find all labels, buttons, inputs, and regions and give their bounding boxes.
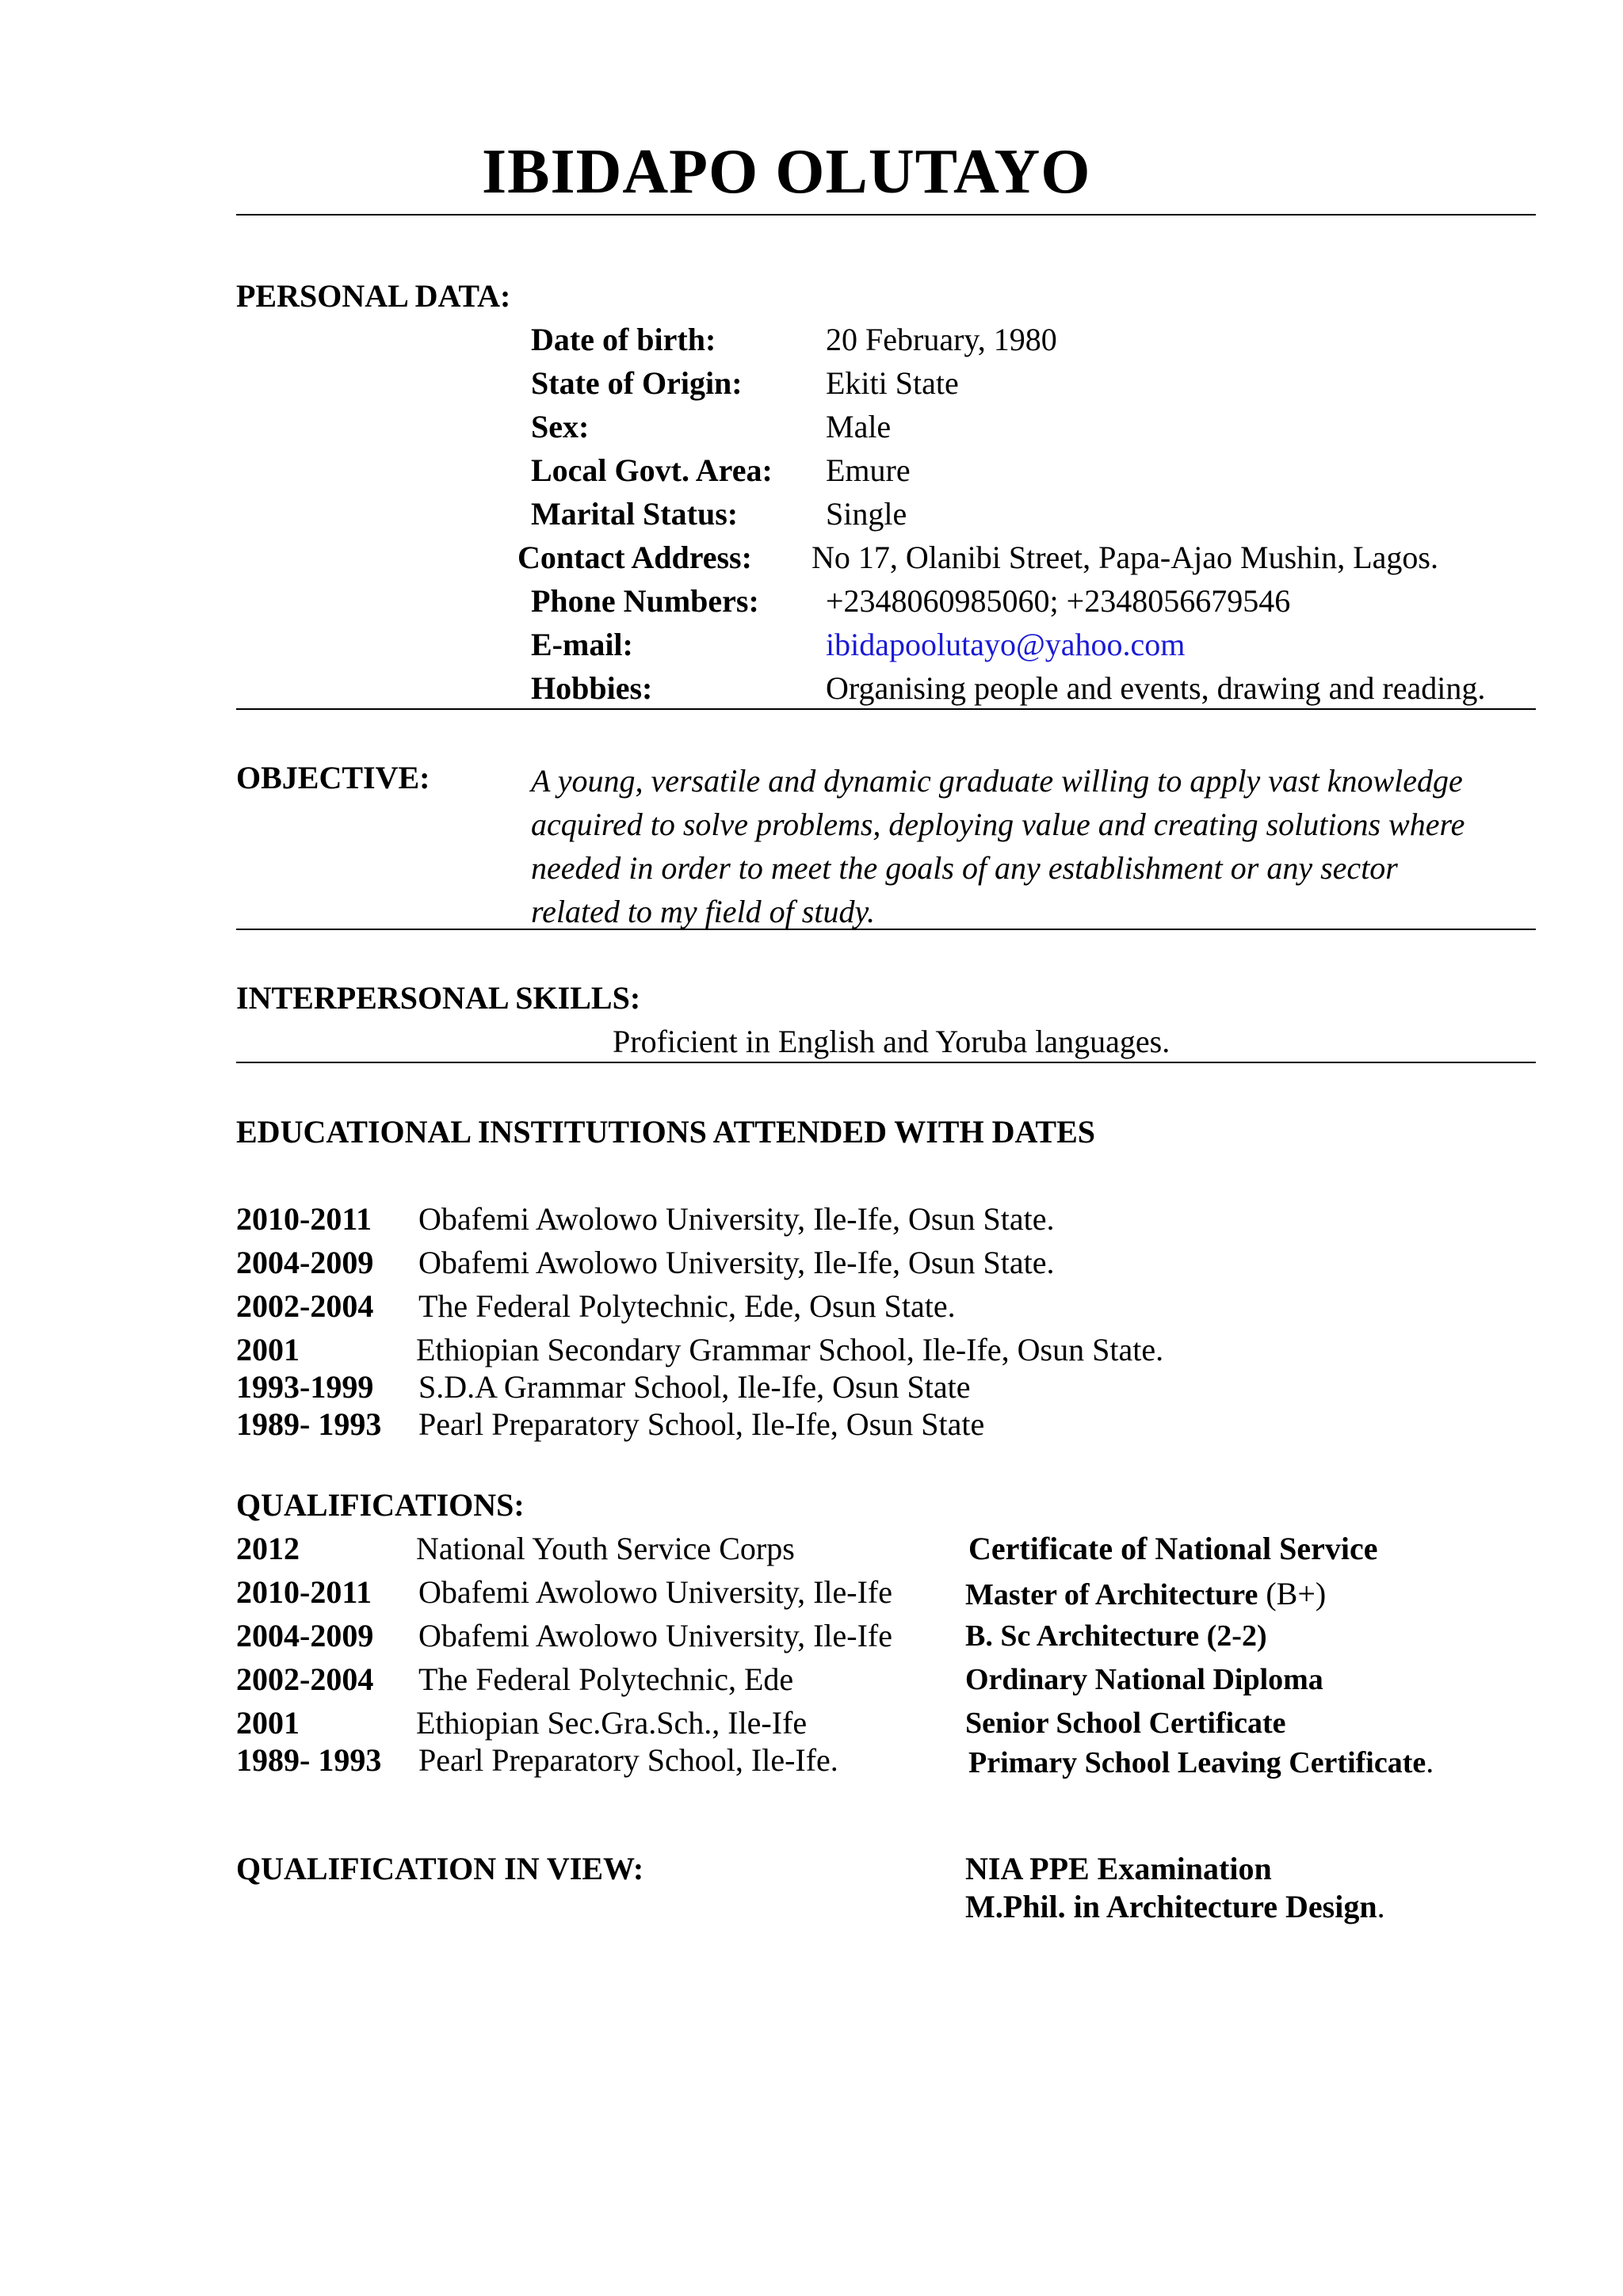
hobbies-value: Organising people and events, drawing and reading. <box>826 670 1486 706</box>
sex-value: Male <box>826 409 892 444</box>
education-school: Pearl Preparatory School, Ile-Ife, Osun State <box>418 1406 985 1442</box>
education-school: Obafemi Awolowo University, Ile-Ife, Osun State. <box>418 1201 1055 1237</box>
objective-line-3: needed in order to meet the goals of any establishment or any sector <box>531 850 1398 886</box>
education-year: 2001 <box>236 1332 300 1367</box>
in-view-item <box>965 1888 1385 1925</box>
education-year: 2002-2004 <box>236 1288 374 1324</box>
interpersonal-heading: INTERPERSONAL SKILLS: <box>236 980 641 1016</box>
lga-value: Emure <box>826 452 911 488</box>
qualification-cert <box>965 1662 1323 1697</box>
personal-data-heading: PERSONAL DATA: <box>236 278 511 314</box>
phone-label: Phone Numbers: <box>531 583 759 619</box>
divider <box>236 1062 1536 1063</box>
qualification-cert <box>968 1743 1434 1780</box>
qualification-cert-name: Ordinary National Diploma <box>965 1663 1323 1696</box>
qualification-school: Pearl Preparatory School, Ile-Ife. <box>418 1742 838 1778</box>
qualification-school: Ethiopian Sec.Gra.Sch., Ile-Ife <box>416 1705 808 1741</box>
qualification-cert <box>965 1706 1286 1741</box>
qualification-year: 2012 <box>236 1531 300 1566</box>
education-year: 1993-1999 <box>236 1369 374 1405</box>
hobbies-label: Hobbies: <box>531 670 653 706</box>
qualification-year: 2002-2004 <box>236 1661 374 1697</box>
qualification-cert-name: Primary School Leaving Certificate <box>968 1746 1426 1779</box>
qualification-cert-suffix: (B+) <box>1258 1576 1327 1611</box>
marital-status-value: Single <box>826 496 907 532</box>
lga-label: Local Govt. Area: <box>531 452 773 488</box>
education-school: S.D.A Grammar School, Ile-Ife, Osun State <box>418 1369 971 1405</box>
qualification-year: 2010-2011 <box>236 1574 372 1610</box>
objective-line-4: related to my field of study. <box>531 894 876 929</box>
resume-title: IBIDAPO OLUTAYO <box>482 137 1091 207</box>
contact-address-value: No 17, Olanibi Street, Papa-Ajao Mushin, Lagos. <box>812 540 1438 575</box>
state-origin-label: State of Origin: <box>531 365 743 401</box>
objective-heading: OBJECTIVE: <box>236 760 430 795</box>
dob-value: 20 February, 1980 <box>826 322 1057 357</box>
qualification-cert <box>965 1619 1267 1653</box>
qualification-school: Obafemi Awolowo University, Ile-Ife <box>418 1618 893 1653</box>
divider <box>236 929 1536 930</box>
contact-address-label: Contact Address: <box>517 540 752 575</box>
divider <box>236 708 1536 710</box>
education-school: Ethiopian Secondary Grammar School, Ile-Ife, Osun State. <box>416 1332 1164 1367</box>
qualification-year: 2001 <box>236 1705 300 1741</box>
in-view-item-text: M.Phil. in Architecture Design <box>965 1889 1377 1924</box>
qualification-cert-name: B. Sc Architecture (2-2) <box>965 1619 1267 1653</box>
qualification-year: 2004-2009 <box>236 1618 374 1653</box>
dob-label: Date of birth: <box>531 322 716 357</box>
qualification-cert <box>968 1530 1377 1567</box>
qualification-school: The Federal Polytechnic, Ede <box>418 1661 794 1697</box>
education-year: 1989- 1993 <box>236 1406 382 1442</box>
education-year: 2004-2009 <box>236 1245 374 1280</box>
education-school: Obafemi Awolowo University, Ile-Ife, Osun State. <box>418 1245 1055 1280</box>
marital-status-label: Marital Status: <box>531 496 739 532</box>
interpersonal-text: Proficient in English and Yoruba languages. <box>613 1024 1170 1059</box>
qualification-year: 1989- 1993 <box>236 1742 382 1778</box>
qualifications-heading: QUALIFICATIONS: <box>236 1487 525 1523</box>
qualification-cert-name: Master of Architecture <box>965 1578 1258 1611</box>
education-year: 2010-2011 <box>236 1201 372 1237</box>
qualification-cert-name: Senior School Certificate <box>965 1707 1286 1740</box>
qualification-school: Obafemi Awolowo University, Ile-Ife <box>418 1574 893 1610</box>
objective-line-1: A young, versatile and dynamic graduate willing to apply vast knowledge <box>531 763 1463 799</box>
qualification-cert <box>965 1575 1326 1612</box>
education-heading: EDUCATIONAL INSTITUTIONS ATTENDED WITH DATES <box>236 1114 1096 1150</box>
qualification-cert-name: Certificate of National Service <box>968 1531 1378 1566</box>
email-link[interactable]: ibidapoolutayo@yahoo.com <box>826 627 1186 662</box>
sex-label: Sex: <box>531 409 590 444</box>
education-school: The Federal Polytechnic, Ede, Osun State. <box>418 1288 956 1324</box>
in-view-trailing: . <box>1377 1889 1385 1924</box>
divider <box>236 214 1536 215</box>
in-view-item: NIA PPE Examination <box>965 1851 1272 1886</box>
in-view-heading: QUALIFICATION IN VIEW: <box>236 1851 644 1886</box>
state-origin-value: Ekiti State <box>826 365 959 401</box>
objective-line-2: acquired to solve problems, deploying value and creating solutions where <box>531 807 1465 842</box>
email-label: E-mail: <box>531 627 633 662</box>
qualification-cert-suffix: . <box>1426 1744 1434 1779</box>
phone-value: +2348060985060; +2348056679546 <box>826 583 1291 619</box>
qualification-school: National Youth Service Corps <box>416 1531 795 1566</box>
